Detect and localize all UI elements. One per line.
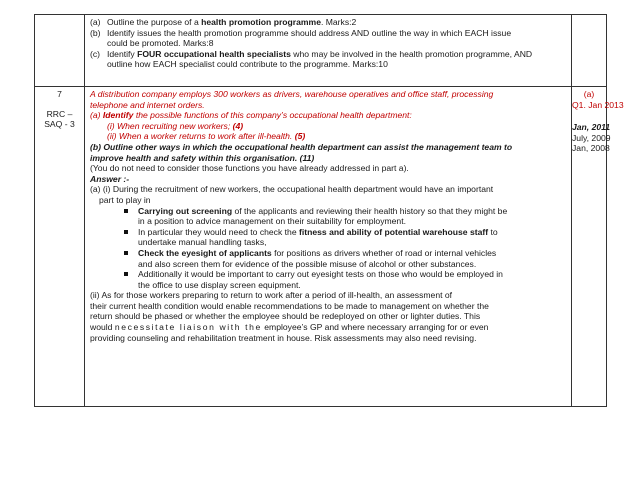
cell-question-previous — [85, 15, 572, 87]
question-code: RRC – — [46, 108, 73, 119]
part-a-ii: (ii) When a worker returns to work after ill-health. (5) — [107, 131, 306, 142]
list-item: In particular they would need to check the fitness and ability of potential warehouse staff to undertake manual handling tasks, — [121, 227, 567, 248]
square-bullet-icon — [121, 227, 138, 248]
answer-a-intro: (a) (i) During the recruitment of new workers, the occupational health department would have an important part to play in — [90, 184, 494, 205]
square-bullet-icon — [121, 269, 138, 290]
list-item: Additionally it would be important to carry out eyesight tests on those who would be employed in the office to use display screen equipment. — [121, 269, 567, 290]
part-b-note: (You do not need to consider those functions you have already addressed in part a). — [90, 163, 409, 174]
scenario-text: A distribution company employs 300 workers as drivers, warehouse operatives and office staff, processing telephone and internet orders. — [90, 89, 494, 110]
question-code-2: SAQ - 3 — [44, 119, 75, 130]
square-bullet-icon — [121, 248, 138, 269]
cell-reference — [572, 87, 624, 407]
list-item: Check the eyesight of applicants for positions as drivers whether of road or internal vehicles and also screen them for evidence of the possible misuse of alcohol or other substances. — [121, 248, 567, 269]
ref-date-jan: Jan, 2008 — [572, 143, 610, 154]
question-item-c: (c) Identify FOUR occupational health specialists who may be involved in the health promotion programme, AND outline how EACH specialist could contribute to the programme. Marks:10 — [90, 48, 533, 70]
ref-date-july: July, 2009 — [572, 132, 611, 143]
square-bullet-icon — [121, 206, 138, 227]
part-a-heading: (a) Identify the possible functions of this company’s occupational health department: — [90, 110, 412, 121]
cell-ref-empty — [572, 15, 607, 87]
part-a-i: (i) When recruiting new workers; (4) — [107, 120, 244, 131]
cell-number-empty — [35, 15, 85, 87]
list-item: Carrying out screening of the applicants and reviewing their health history so that they might be in a position to advice management on their suitability for employment. — [121, 206, 567, 227]
cell-question-number — [35, 87, 85, 407]
answer-a-ii: (ii) As for those workers preparing to return to work after a period of ill-health, an assessment of their current health condition would enable recommendations to be made to management on whether the return should be phased or whether the employee should be redeployed on other or lighter duties. This would necessitate liaison with the employee’s GP and where necessary arranging for or even providing counseling and rehabilitation treatment in house. Risk assessments may also need revising. — [90, 290, 489, 343]
question-item-a: (a) Outline the purpose of a health promotion programme. Marks:2 — [90, 17, 357, 27]
part-b-heading: (b) Outline other ways in which the occupational health department can assist the management team to improve health and safety within this organisation. (11) — [90, 141, 513, 163]
exam-table — [34, 14, 624, 407]
question-item-b: (b) Identify issues the health promotion programme should address AND outline the way in which EACH issue could be promoted. Marks:8 — [90, 27, 512, 49]
table-row-question-7 — [35, 87, 607, 407]
ref-date-bold: Jan, 2011 — [572, 122, 611, 133]
question-number: 7 — [57, 89, 62, 99]
answer-bullet-list — [90, 206, 567, 291]
cell-question-body — [85, 87, 572, 407]
ref-source: Q1. Jan 2013 — [572, 99, 624, 110]
answer-label: Answer :- — [90, 173, 130, 184]
table-row-previous — [35, 15, 607, 87]
ref-part: (a) — [583, 89, 595, 99]
